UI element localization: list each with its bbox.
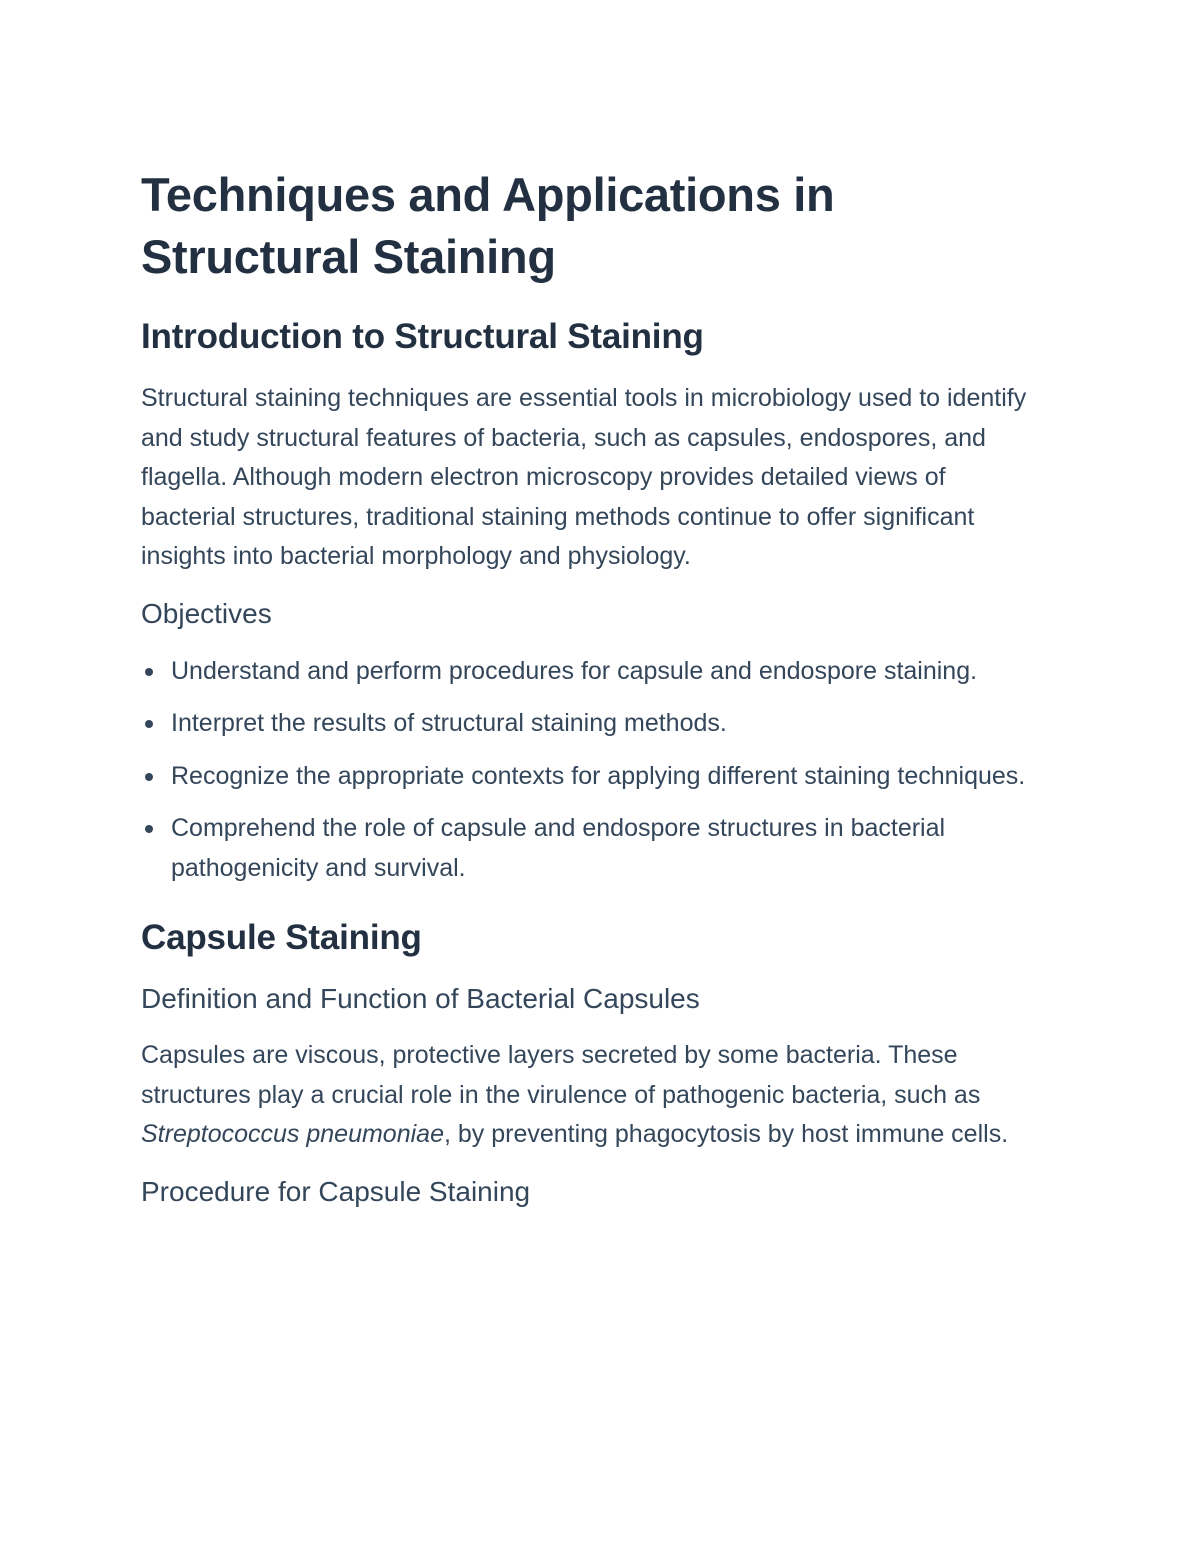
objectives-list <box>141 652 1046 889</box>
objective-item: Understand and perform procedures for capsule and endospore staining. <box>141 652 1046 692</box>
organism-name: Streptococcus pneumoniae <box>141 1120 444 1148</box>
objective-item: Interpret the results of structural staining methods. <box>141 704 1046 744</box>
definition-text-after: , by preventing phagocytosis by host immune cells. <box>443 1120 1009 1148</box>
introduction-paragraph: Structural staining techniques are essential tools in microbiology used to identify and study structural features of bacteria, such as capsules, endospores, and flagella. Although modern electron microscopy provides detailed views of bacterial structures, traditional staining methods continue to offer significant insights into bacterial morphology and physiology. <box>141 384 1027 570</box>
objective-item: Comprehend the role of capsule and endospore structures in bacterial pathogenicity and survival. <box>141 809 1046 888</box>
document-page <box>141 160 1046 1211</box>
capsule-staining-heading: Capsule Staining <box>141 918 422 957</box>
capsule-definition-heading: Definition and Function of Bacterial Capsules <box>141 983 700 1014</box>
definition-text-before: Capsules are viscous, protective layers secreted by some bacteria. These structures play a crucial role in the virulence of pathogenic bacteria, such as <box>141 1041 981 1109</box>
objectives-heading: Objectives <box>141 597 272 629</box>
capsule-procedure-heading: Procedure for Capsule Staining <box>141 1175 531 1207</box>
objective-item: Recognize the appropriate contexts for applying different staining techniques. <box>141 757 1046 797</box>
document-title: Techniques and Applications in Structural Staining <box>141 168 835 283</box>
capsule-definition-paragraph <box>141 1036 1046 1155</box>
introduction-heading: Introduction to Structural Staining <box>141 317 704 356</box>
